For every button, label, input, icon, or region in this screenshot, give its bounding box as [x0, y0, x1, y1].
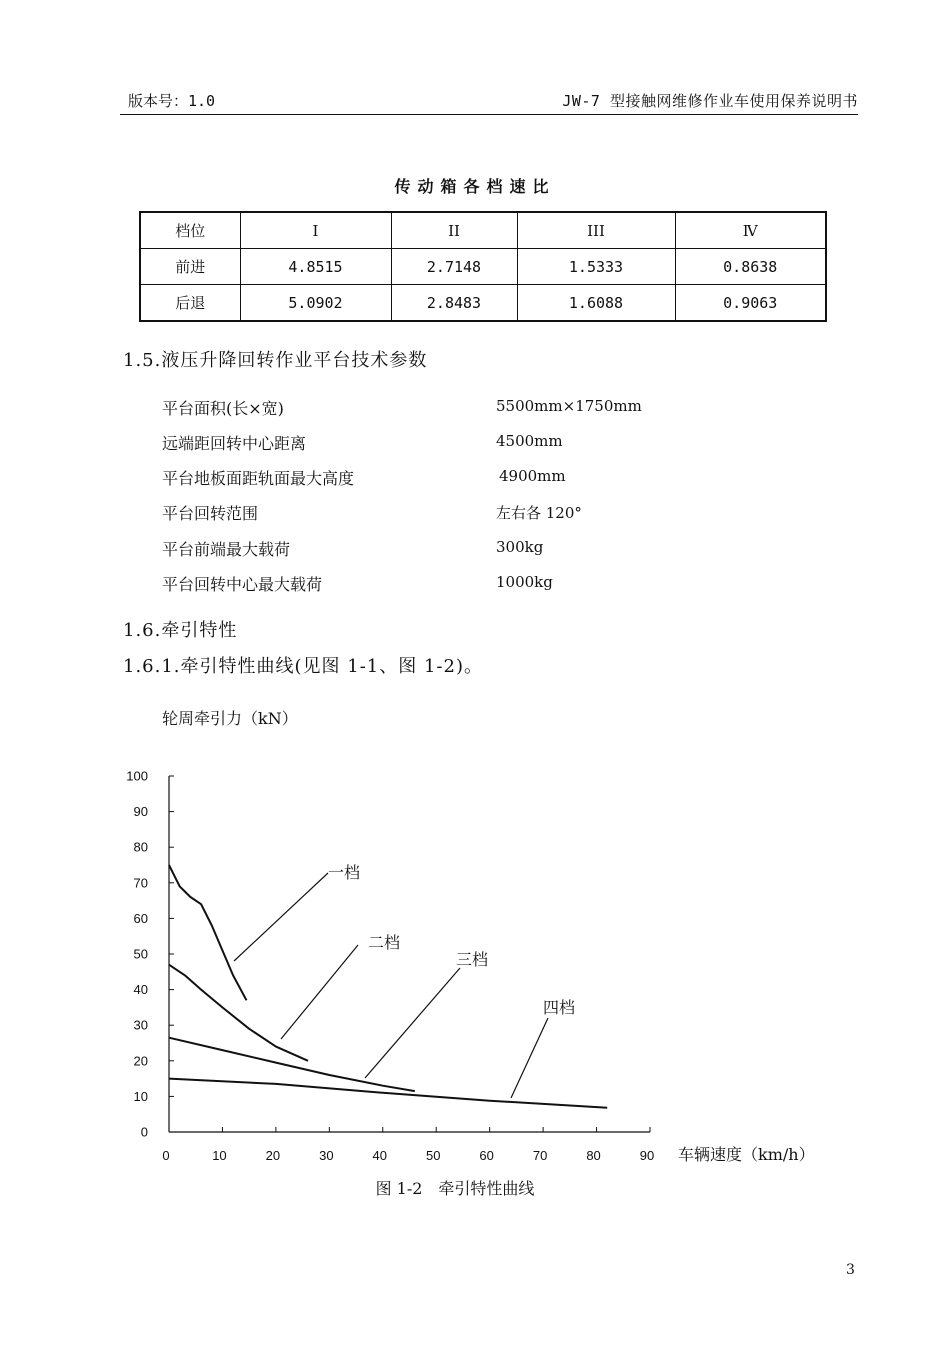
header-cell: Ⅳ — [675, 212, 826, 249]
x-tick-label: 10 — [212, 1148, 227, 1163]
series-leader-line — [511, 1018, 548, 1098]
table-cell: 5.0902 — [240, 285, 391, 322]
table-cell: 2.8483 — [391, 285, 517, 322]
series-leader-line — [281, 945, 358, 1039]
series-label: 四档 — [543, 998, 576, 1017]
table-cell: 0.8638 — [675, 249, 826, 285]
table-caption: 传动箱各档速比 — [394, 177, 556, 196]
series-label: 二档 — [368, 933, 401, 952]
subsection-heading-1-6-1: 1.6.1.牵引特性曲线(见图 1-1、图 1-2)。 — [123, 656, 483, 677]
section-heading-1-5: 1.5.液压升降回转作业平台技术参数 — [123, 350, 428, 371]
param-label: 远端距回转中心距离 — [162, 434, 307, 453]
x-tick-label: 80 — [586, 1148, 601, 1163]
y-tick-label: 60 — [133, 910, 148, 926]
x-tick-label: 40 — [372, 1148, 388, 1163]
series-line — [169, 1038, 415, 1091]
document-title: JW-7 型接触网维修作业车使用保养说明书 — [562, 92, 858, 110]
y-tick-label: 40 — [133, 982, 148, 998]
param-label: 平台面积(长×宽) — [162, 399, 284, 418]
x-tick-label: 90 — [639, 1148, 655, 1163]
y-tick-label: 10 — [133, 1088, 148, 1104]
param-label: 平台回转中心最大载荷 — [162, 575, 323, 594]
x-tick-label: 50 — [425, 1148, 441, 1163]
param-value: 5500mm×1750mm — [496, 397, 642, 415]
series-line — [169, 965, 308, 1061]
y-tick-label: 20 — [133, 1053, 148, 1069]
series-line — [169, 1079, 607, 1108]
y-tick-label: 90 — [133, 804, 148, 820]
y-tick-label: 70 — [133, 875, 148, 891]
header-cell: II — [391, 212, 517, 249]
series-label: 一档 — [328, 863, 361, 882]
header-cell: I — [240, 212, 391, 249]
table-cell: 1.6088 — [517, 285, 675, 322]
y-tick-label: 50 — [133, 946, 148, 962]
header-cell: III — [517, 212, 675, 249]
x-tick-label: 60 — [479, 1148, 494, 1163]
version-number: 版本号：1.0 — [128, 92, 216, 110]
chart-caption: 图 1-2 牵引特性曲线 — [375, 1179, 535, 1198]
header-cell: 档位 — [140, 212, 240, 249]
row-label: 前进 — [140, 249, 240, 285]
section-heading-1-6: 1.6.牵引特性 — [123, 620, 238, 641]
row-label: 后退 — [140, 285, 240, 322]
chart-y-axis-label: 轮周牵引力（kN） — [162, 709, 298, 728]
param-value: 左右各 120° — [496, 504, 582, 522]
x-tick-label: 30 — [319, 1148, 334, 1163]
y-tick-label: 80 — [133, 839, 148, 855]
param-value: 1000kg — [496, 573, 553, 591]
x-tick-label: 70 — [532, 1148, 548, 1163]
series-leader-line — [365, 968, 460, 1078]
page-number: 3 — [846, 1262, 855, 1278]
param-value: 4500mm — [496, 432, 563, 450]
table-cell: 1.5333 — [517, 249, 675, 285]
table-cell: 2.7148 — [391, 249, 517, 285]
y-tick-label: 100 — [126, 768, 148, 784]
y-tick-label: 0 — [140, 1124, 148, 1140]
param-label: 平台回转范围 — [162, 504, 259, 523]
x-tick-label: 0 — [162, 1148, 170, 1163]
param-label: 平台前端最大载荷 — [162, 540, 291, 559]
param-label: 平台地板面距轨面最大高度 — [162, 469, 355, 488]
series-leader-line — [234, 873, 328, 961]
y-tick-label: 30 — [133, 1017, 148, 1033]
chart-x-axis-label: 车辆速度（km/h） — [678, 1145, 815, 1164]
param-value: 4900mm — [499, 467, 566, 485]
series-line — [169, 865, 247, 1000]
table-cell: 4.8515 — [240, 249, 391, 285]
param-value: 300kg — [496, 538, 544, 556]
x-tick-label: 20 — [265, 1148, 281, 1163]
series-label: 三档 — [456, 950, 489, 969]
table-cell: 0.9063 — [675, 285, 826, 322]
